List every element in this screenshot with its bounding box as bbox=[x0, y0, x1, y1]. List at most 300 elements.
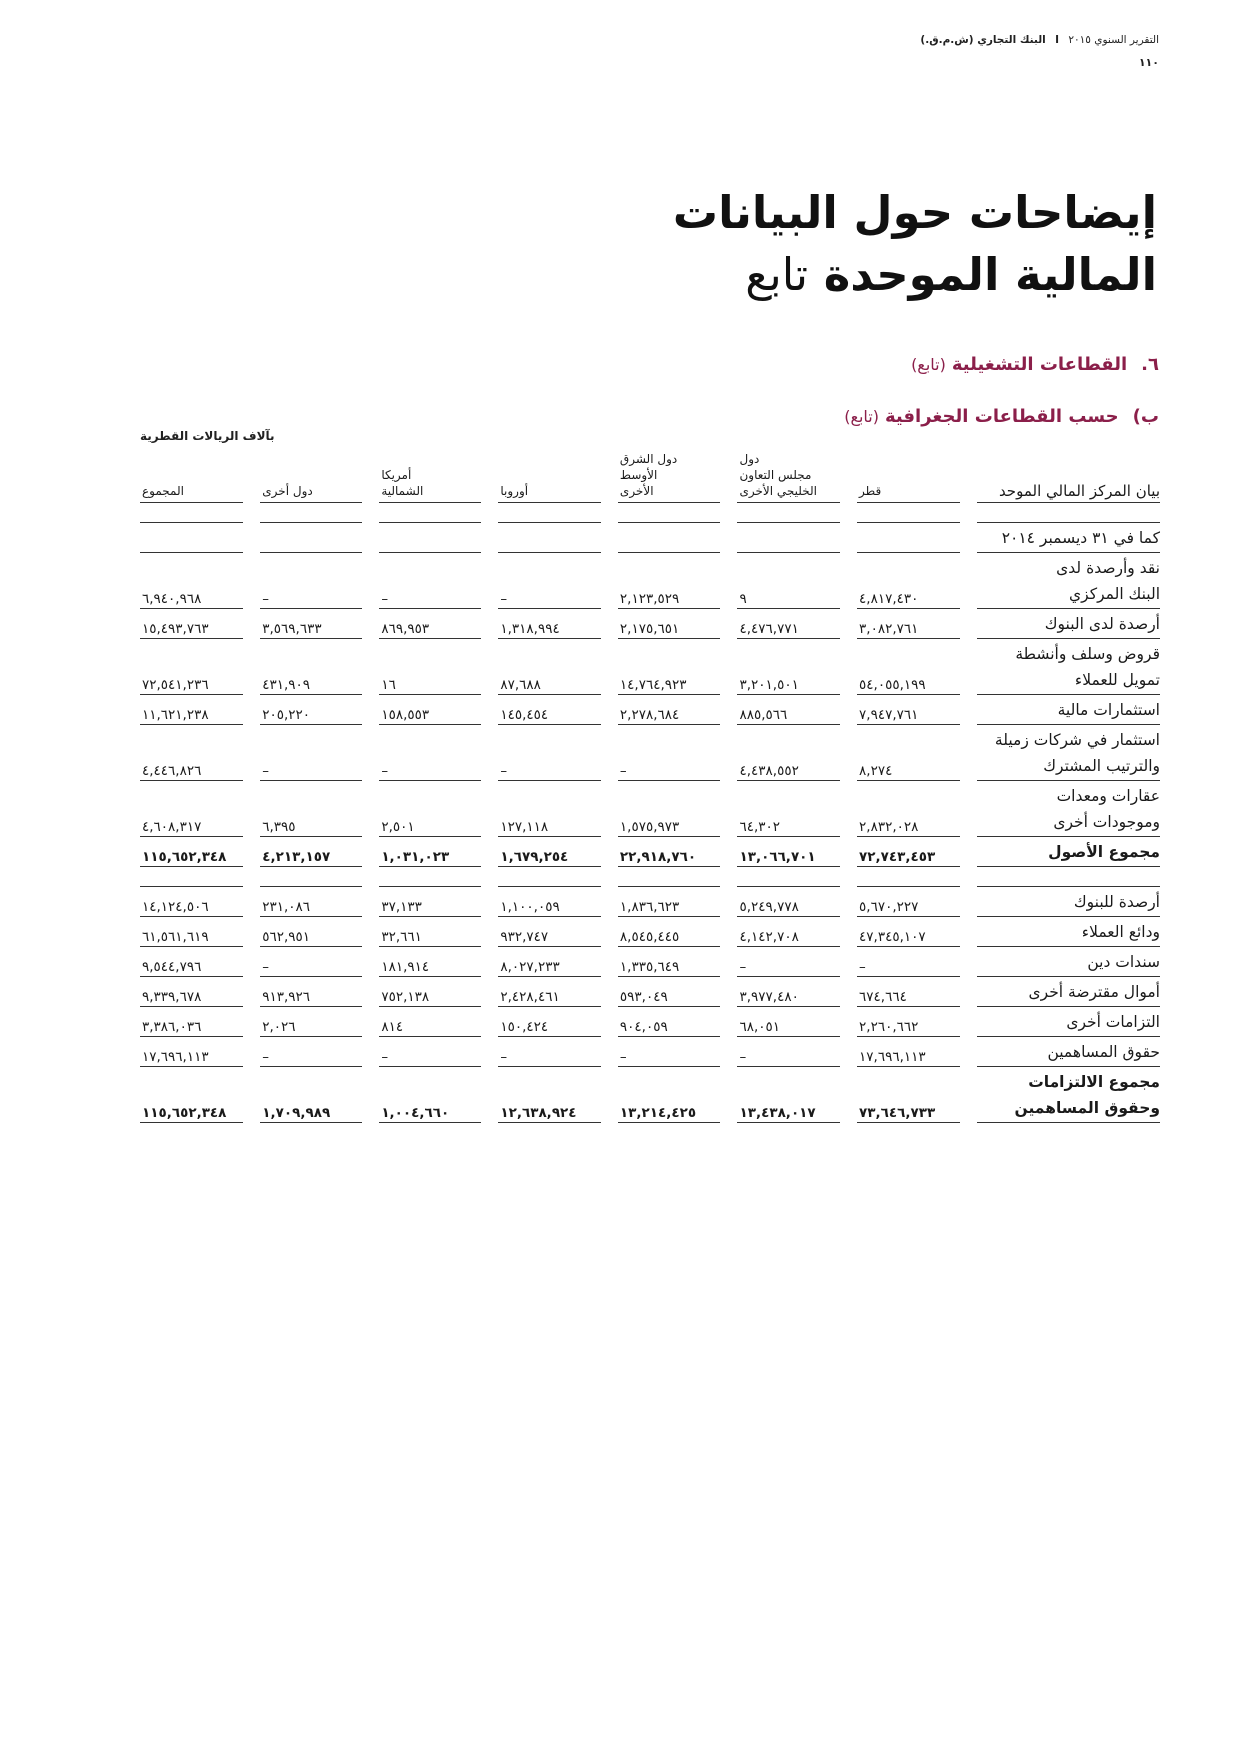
table-cell: ٨,٠٢٧,٢٣٣ bbox=[498, 947, 600, 977]
table-cell: ٧٣,٦٤٦,٧٣٣ bbox=[857, 1067, 959, 1123]
row-label: استثمار في شركات زميلة والترتيب المشترك bbox=[977, 725, 1160, 781]
table-row bbox=[140, 725, 1160, 781]
section-heading bbox=[459, 354, 1159, 375]
table-cell: ١٨١,٩١٤ bbox=[379, 947, 481, 977]
column-gap bbox=[481, 523, 498, 553]
column-gap bbox=[720, 887, 737, 917]
table-cell bbox=[498, 503, 600, 523]
table-cell: ١,٣١٨,٩٩٤ bbox=[498, 609, 600, 639]
column-gap bbox=[960, 977, 977, 1007]
table-cell bbox=[379, 867, 481, 887]
table-cell: ١,٦٧٩,٢٥٤ bbox=[498, 837, 600, 867]
table-cell bbox=[260, 867, 362, 887]
column-gap bbox=[601, 725, 618, 781]
column-gap bbox=[840, 867, 857, 887]
table-cell: ٢٢,٩١٨,٧٦٠ bbox=[618, 837, 720, 867]
column-gap bbox=[601, 503, 618, 523]
bank-name: البنك التجاري (ش.م.ق.) bbox=[920, 34, 1046, 46]
table-header-row bbox=[140, 451, 1160, 503]
table-cell: ٨٨٥,٥٦٦ bbox=[737, 695, 839, 725]
column-gap bbox=[720, 947, 737, 977]
column-gap bbox=[601, 887, 618, 917]
table-cell: ١٤,١٢٤,٥٠٦ bbox=[140, 887, 243, 917]
column-gap bbox=[243, 887, 260, 917]
column-header-middle-east: دول الشرق الأوسط الأخرى bbox=[618, 451, 720, 503]
column-gap bbox=[601, 639, 618, 695]
column-header-north-america: أمريكا الشمالية bbox=[379, 451, 481, 503]
title-line-2 bbox=[457, 244, 1157, 306]
column-gap bbox=[481, 867, 498, 887]
column-gap bbox=[362, 639, 379, 695]
table-row bbox=[140, 977, 1160, 1007]
table-cell: ١,٥٧٥,٩٧٣ bbox=[618, 781, 720, 837]
page-number: ١١٠ bbox=[1138, 56, 1159, 69]
column-gap bbox=[601, 695, 618, 725]
table-cell: – bbox=[737, 1037, 839, 1067]
column-gap bbox=[362, 837, 379, 867]
table-cell: ١٦ bbox=[379, 639, 481, 695]
column-gap bbox=[720, 639, 737, 695]
table-cell: – bbox=[260, 553, 362, 609]
table-cell: ١٤٥,٤٥٤ bbox=[498, 695, 600, 725]
table-cell: ٤,٤٣٨,٥٥٢ bbox=[737, 725, 839, 781]
table-cell: ١٢٧,١١٨ bbox=[498, 781, 600, 837]
column-gap bbox=[960, 1067, 977, 1123]
column-gap bbox=[481, 695, 498, 725]
table-cell: ٣,٩٧٧,٤٨٠ bbox=[737, 977, 839, 1007]
column-gap bbox=[601, 553, 618, 609]
table-cell: ٦٤,٣٠٢ bbox=[737, 781, 839, 837]
column-gap bbox=[960, 887, 977, 917]
column-gap bbox=[840, 553, 857, 609]
table-row bbox=[140, 523, 1160, 553]
column-gap bbox=[481, 503, 498, 523]
column-gap bbox=[481, 977, 498, 1007]
column-gap bbox=[720, 917, 737, 947]
table-cell: ٧,٩٤٧,٧٦١ bbox=[857, 695, 959, 725]
column-gap bbox=[720, 1037, 737, 1067]
column-gap bbox=[720, 781, 737, 837]
column-gap bbox=[243, 523, 260, 553]
column-gap bbox=[720, 451, 737, 503]
column-gap bbox=[243, 917, 260, 947]
table-cell: – bbox=[857, 947, 959, 977]
table-cell: ١٢,٦٣٨,٩٢٤ bbox=[498, 1067, 600, 1123]
section-continued: (تابع) bbox=[911, 355, 946, 374]
table-cell: ١,١٠٠,٠٥٩ bbox=[498, 887, 600, 917]
geographic-segments-table bbox=[140, 451, 1160, 1123]
table-cell: ٢٣١,٠٨٦ bbox=[260, 887, 362, 917]
table-cell: – bbox=[379, 553, 481, 609]
table-cell: ١١,٦٢١,٢٣٨ bbox=[140, 695, 243, 725]
column-gap bbox=[840, 639, 857, 695]
table-cell bbox=[260, 523, 362, 553]
column-gap bbox=[362, 695, 379, 725]
row-label: استثمارات مالية bbox=[977, 695, 1160, 725]
column-gap bbox=[243, 867, 260, 887]
column-gap bbox=[362, 503, 379, 523]
column-gap bbox=[840, 977, 857, 1007]
column-gap bbox=[243, 609, 260, 639]
table-cell bbox=[498, 523, 600, 553]
table-cell bbox=[140, 523, 243, 553]
column-gap bbox=[960, 867, 977, 887]
column-gap bbox=[362, 1007, 379, 1037]
column-gap bbox=[720, 867, 737, 887]
table-cell: ١٥٨,٥٥٣ bbox=[379, 695, 481, 725]
column-gap bbox=[362, 553, 379, 609]
column-gap bbox=[960, 695, 977, 725]
column-gap bbox=[243, 977, 260, 1007]
table-row bbox=[140, 695, 1160, 725]
table-cell: ٩,٥٤٤,٧٩٦ bbox=[140, 947, 243, 977]
table-cell bbox=[857, 867, 959, 887]
column-gap bbox=[960, 917, 977, 947]
column-gap bbox=[481, 837, 498, 867]
column-gap bbox=[362, 451, 379, 503]
table-cell: ٣,٢٠١,٥٠١ bbox=[737, 639, 839, 695]
column-gap bbox=[601, 917, 618, 947]
column-gap bbox=[481, 1067, 498, 1123]
table-cell bbox=[498, 867, 600, 887]
table-cell: ٤,٢١٣,١٥٧ bbox=[260, 837, 362, 867]
column-gap bbox=[481, 609, 498, 639]
table-cell: ٨,٥٤٥,٤٤٥ bbox=[618, 917, 720, 947]
table-cell: ٧٢,٥٤١,٢٣٦ bbox=[140, 639, 243, 695]
column-gap bbox=[960, 503, 977, 523]
table-cell bbox=[379, 503, 481, 523]
table-cell: ٥,٢٤٩,٧٧٨ bbox=[737, 887, 839, 917]
column-gap bbox=[362, 947, 379, 977]
table-cell: ٩ bbox=[737, 553, 839, 609]
table-cell: ٦٨,٠٥١ bbox=[737, 1007, 839, 1037]
column-gap bbox=[840, 887, 857, 917]
table-cell: ٦١,٥٦١,٦١٩ bbox=[140, 917, 243, 947]
column-gap bbox=[601, 451, 618, 503]
column-gap bbox=[720, 1007, 737, 1037]
row-label: أرصدة للبنوك bbox=[977, 887, 1160, 917]
table-cell: – bbox=[379, 1037, 481, 1067]
header-separator: I bbox=[1055, 34, 1060, 46]
column-gap bbox=[960, 609, 977, 639]
table-cell: ٤,٤٤٦,٨٢٦ bbox=[140, 725, 243, 781]
column-gap bbox=[601, 867, 618, 887]
column-gap bbox=[243, 639, 260, 695]
table-row bbox=[140, 917, 1160, 947]
table-cell bbox=[618, 523, 720, 553]
column-gap bbox=[960, 947, 977, 977]
row-label: أموال مقترضة أخرى bbox=[977, 977, 1160, 1007]
table-body bbox=[140, 503, 1160, 1123]
column-gap bbox=[362, 781, 379, 837]
table-row bbox=[140, 1067, 1160, 1123]
table-cell: ٥,٦٧٠,٢٢٧ bbox=[857, 887, 959, 917]
table-cell: ٣,٠٨٢,٧٦١ bbox=[857, 609, 959, 639]
table-cell: ٢,٨٣٢,٠٢٨ bbox=[857, 781, 959, 837]
table-row bbox=[140, 503, 1160, 523]
subsection-continued: (تابع) bbox=[844, 407, 879, 426]
subsection-title: حسب القطاعات الجغرافية bbox=[884, 406, 1119, 427]
column-gap bbox=[720, 553, 737, 609]
table-cell: ١٣,٠٦٦,٧٠١ bbox=[737, 837, 839, 867]
column-gap bbox=[243, 837, 260, 867]
table-row bbox=[140, 887, 1160, 917]
column-gap bbox=[601, 977, 618, 1007]
column-gap bbox=[840, 503, 857, 523]
column-gap bbox=[840, 609, 857, 639]
table-cell: – bbox=[618, 1037, 720, 1067]
column-gap bbox=[243, 1067, 260, 1123]
table-row bbox=[140, 639, 1160, 695]
table-cell: ٢,٤٢٨,٤٦١ bbox=[498, 977, 600, 1007]
table-cell: ٩٣٢,٧٤٧ bbox=[498, 917, 600, 947]
column-gap bbox=[362, 523, 379, 553]
column-gap bbox=[362, 1067, 379, 1123]
table-cell: ٢,٠٢٦ bbox=[260, 1007, 362, 1037]
table-row bbox=[140, 609, 1160, 639]
table-cell: ٥٦٢,٩٥١ bbox=[260, 917, 362, 947]
table-cell: ٧٥٢,١٣٨ bbox=[379, 977, 481, 1007]
column-gap bbox=[362, 867, 379, 887]
column-gap bbox=[481, 917, 498, 947]
row-label: عقارات ومعدات وموجودات أخرى bbox=[977, 781, 1160, 837]
row-label: سندات دين bbox=[977, 947, 1160, 977]
table-cell: ١٥٠,٤٢٤ bbox=[498, 1007, 600, 1037]
table-row bbox=[140, 867, 1160, 887]
table-cell bbox=[737, 867, 839, 887]
column-gap bbox=[840, 917, 857, 947]
row-label: ودائع العملاء bbox=[977, 917, 1160, 947]
column-gap bbox=[243, 695, 260, 725]
column-gap bbox=[601, 1067, 618, 1123]
table-cell bbox=[857, 503, 959, 523]
column-gap bbox=[601, 1007, 618, 1037]
column-gap bbox=[243, 725, 260, 781]
row-label: قروض وسلف وأنشطة تمويل للعملاء bbox=[977, 639, 1160, 695]
table-cell: – bbox=[260, 1037, 362, 1067]
column-gap bbox=[960, 837, 977, 867]
table-cell: ١,٧٠٩,٩٨٩ bbox=[260, 1067, 362, 1123]
title-line-2-bold: المالية الموحدة bbox=[823, 248, 1157, 301]
column-gap bbox=[362, 725, 379, 781]
column-gap bbox=[601, 523, 618, 553]
column-gap bbox=[840, 1007, 857, 1037]
units-note: بآلاف الريالات القطرية bbox=[140, 429, 275, 443]
row-label: مجموع الالتزامات وحقوق المساهمين bbox=[977, 1067, 1160, 1123]
table-cell: ٤٣١,٩٠٩ bbox=[260, 639, 362, 695]
table-cell: ١,٠٣١,٠٢٣ bbox=[379, 837, 481, 867]
row-label: كما في ٣١ ديسمبر ٢٠١٤ bbox=[977, 523, 1160, 553]
column-gap bbox=[362, 609, 379, 639]
column-gap bbox=[720, 837, 737, 867]
column-gap bbox=[601, 1037, 618, 1067]
table-cell: ٤,١٤٢,٧٠٨ bbox=[737, 917, 839, 947]
table-cell bbox=[140, 867, 243, 887]
table-cell: ٩,٣٣٩,٦٧٨ bbox=[140, 977, 243, 1007]
table-cell: – bbox=[737, 947, 839, 977]
table-cell: ٢,٢٧٨,٦٨٤ bbox=[618, 695, 720, 725]
page-title bbox=[457, 182, 1157, 306]
table-cell: ٤٧,٣٤٥,١٠٧ bbox=[857, 917, 959, 947]
table-cell: ٨٦٩,٩٥٣ bbox=[379, 609, 481, 639]
column-gap bbox=[840, 725, 857, 781]
table-cell: – bbox=[498, 553, 600, 609]
column-gap bbox=[601, 609, 618, 639]
column-gap bbox=[481, 781, 498, 837]
table-cell: ٦,٩٤٠,٩٦٨ bbox=[140, 553, 243, 609]
table-cell: – bbox=[618, 725, 720, 781]
table-row bbox=[140, 947, 1160, 977]
table-cell: ٨,٢٧٤ bbox=[857, 725, 959, 781]
table-cell: ٩١٣,٩٢٦ bbox=[260, 977, 362, 1007]
column-gap bbox=[481, 887, 498, 917]
table-cell: ٣٢,٦٦١ bbox=[379, 917, 481, 947]
column-gap bbox=[960, 1037, 977, 1067]
table-cell: ٢,١٧٥,٦٥١ bbox=[618, 609, 720, 639]
column-header-qatar: قطر bbox=[857, 451, 959, 503]
column-gap bbox=[481, 1037, 498, 1067]
table-cell: ٤,٦٠٨,٣١٧ bbox=[140, 781, 243, 837]
table-cell bbox=[379, 523, 481, 553]
column-gap bbox=[481, 639, 498, 695]
column-gap bbox=[960, 725, 977, 781]
column-gap bbox=[720, 503, 737, 523]
subsection-letter: ب) bbox=[1132, 406, 1159, 427]
table-cell: ٩٠٤,٠٥٩ bbox=[618, 1007, 720, 1037]
column-gap bbox=[720, 695, 737, 725]
column-gap bbox=[960, 553, 977, 609]
column-gap bbox=[362, 1037, 379, 1067]
table-cell: ١٥,٤٩٣,٧٦٣ bbox=[140, 609, 243, 639]
column-gap bbox=[840, 451, 857, 503]
column-header-gcc: دول مجلس التعاون الخليجي الأخرى bbox=[737, 451, 839, 503]
table-row bbox=[140, 1007, 1160, 1037]
column-gap bbox=[243, 553, 260, 609]
table-cell: – bbox=[498, 725, 600, 781]
column-gap bbox=[720, 609, 737, 639]
column-gap bbox=[840, 1067, 857, 1123]
table-cell: ٢,١٢٣,٥٢٩ bbox=[618, 553, 720, 609]
column-gap bbox=[601, 781, 618, 837]
table-cell: ٢,٢٦٠,٦٦٢ bbox=[857, 1007, 959, 1037]
running-header bbox=[659, 34, 1159, 46]
table-cell: ٨٧,٦٨٨ bbox=[498, 639, 600, 695]
table-cell: ٤,٤٧٦,٧٧١ bbox=[737, 609, 839, 639]
table-cell: ٣٧,١٣٣ bbox=[379, 887, 481, 917]
column-gap bbox=[362, 887, 379, 917]
section-title: القطاعات التشغيلية bbox=[951, 354, 1128, 375]
table-cell: – bbox=[260, 947, 362, 977]
column-gap bbox=[840, 695, 857, 725]
table-row bbox=[140, 1037, 1160, 1067]
table-cell bbox=[140, 503, 243, 523]
column-gap bbox=[601, 837, 618, 867]
column-gap bbox=[362, 917, 379, 947]
table-cell: ٥٩٣,٠٤٩ bbox=[618, 977, 720, 1007]
column-header-statement: بيان المركز المالي الموحد bbox=[977, 451, 1160, 503]
column-gap bbox=[481, 947, 498, 977]
column-gap bbox=[960, 523, 977, 553]
column-gap bbox=[720, 1067, 737, 1123]
table-cell bbox=[618, 503, 720, 523]
section-number: ٦. bbox=[1141, 354, 1159, 375]
table-cell: – bbox=[379, 725, 481, 781]
table-cell bbox=[737, 523, 839, 553]
column-header-other-countries: دول أخرى bbox=[260, 451, 362, 503]
title-line-2-continued: تابع bbox=[745, 248, 809, 301]
table-cell bbox=[737, 503, 839, 523]
table-cell: ١٣,٢١٤,٤٢٥ bbox=[618, 1067, 720, 1123]
table-cell: ١٧,٦٩٦,١١٣ bbox=[857, 1037, 959, 1067]
table-cell: – bbox=[498, 1037, 600, 1067]
column-header-total: المجموع bbox=[140, 451, 243, 503]
column-gap bbox=[840, 781, 857, 837]
column-gap bbox=[481, 553, 498, 609]
row-label: نقد وأرصدة لدى البنك المركزي bbox=[977, 553, 1160, 609]
table-cell: ١٧,٦٩٦,١١٣ bbox=[140, 1037, 243, 1067]
row-label bbox=[977, 867, 1160, 887]
table-cell: ٢٠٥,٢٢٠ bbox=[260, 695, 362, 725]
table-cell: ٣,٣٨٦,٠٣٦ bbox=[140, 1007, 243, 1037]
column-gap bbox=[601, 947, 618, 977]
row-label bbox=[977, 503, 1160, 523]
column-gap bbox=[720, 725, 737, 781]
table-cell bbox=[618, 867, 720, 887]
table-cell: ٢,٥٠١ bbox=[379, 781, 481, 837]
table-cell: ١٤,٧٦٤,٩٢٣ bbox=[618, 639, 720, 695]
table-cell bbox=[857, 523, 959, 553]
row-label: التزامات أخرى bbox=[977, 1007, 1160, 1037]
column-gap bbox=[362, 977, 379, 1007]
column-gap bbox=[243, 947, 260, 977]
report-title: التقرير السنوي ٢٠١٥ bbox=[1068, 34, 1159, 46]
table-cell: ٧٢,٧٤٣,٤٥٣ bbox=[857, 837, 959, 867]
table-cell: ٨١٤ bbox=[379, 1007, 481, 1037]
subsection-heading bbox=[459, 406, 1159, 427]
table-cell: ٦,٣٩٥ bbox=[260, 781, 362, 837]
column-gap bbox=[840, 947, 857, 977]
column-gap bbox=[243, 781, 260, 837]
table-cell: ١,٠٠٤,٦٦٠ bbox=[379, 1067, 481, 1123]
table-row bbox=[140, 837, 1160, 867]
column-gap bbox=[960, 639, 977, 695]
table-cell: ١١٥,٦٥٢,٣٤٨ bbox=[140, 837, 243, 867]
column-gap bbox=[481, 451, 498, 503]
column-gap bbox=[960, 1007, 977, 1037]
column-gap bbox=[840, 837, 857, 867]
column-gap bbox=[720, 977, 737, 1007]
column-gap bbox=[840, 523, 857, 553]
table-cell: ٣,٥٦٩,٦٣٣ bbox=[260, 609, 362, 639]
column-gap bbox=[481, 725, 498, 781]
table-row bbox=[140, 553, 1160, 609]
column-gap bbox=[840, 1037, 857, 1067]
table-cell: ٤,٨١٧,٤٣٠ bbox=[857, 553, 959, 609]
table-cell: ١١٥,٦٥٢,٣٤٨ bbox=[140, 1067, 243, 1123]
table-row bbox=[140, 781, 1160, 837]
table-cell: ١,٨٣٦,٦٢٣ bbox=[618, 887, 720, 917]
table-cell: ٦٧٤,٦٦٤ bbox=[857, 977, 959, 1007]
table-cell: – bbox=[260, 725, 362, 781]
row-label: أرصدة لدى البنوك bbox=[977, 609, 1160, 639]
column-gap bbox=[960, 781, 977, 837]
column-gap bbox=[243, 503, 260, 523]
column-gap bbox=[243, 1007, 260, 1037]
table-cell: ١,٣٣٥,٦٤٩ bbox=[618, 947, 720, 977]
row-label: مجموع الأصول bbox=[977, 837, 1160, 867]
column-gap bbox=[243, 1037, 260, 1067]
column-gap bbox=[960, 451, 977, 503]
